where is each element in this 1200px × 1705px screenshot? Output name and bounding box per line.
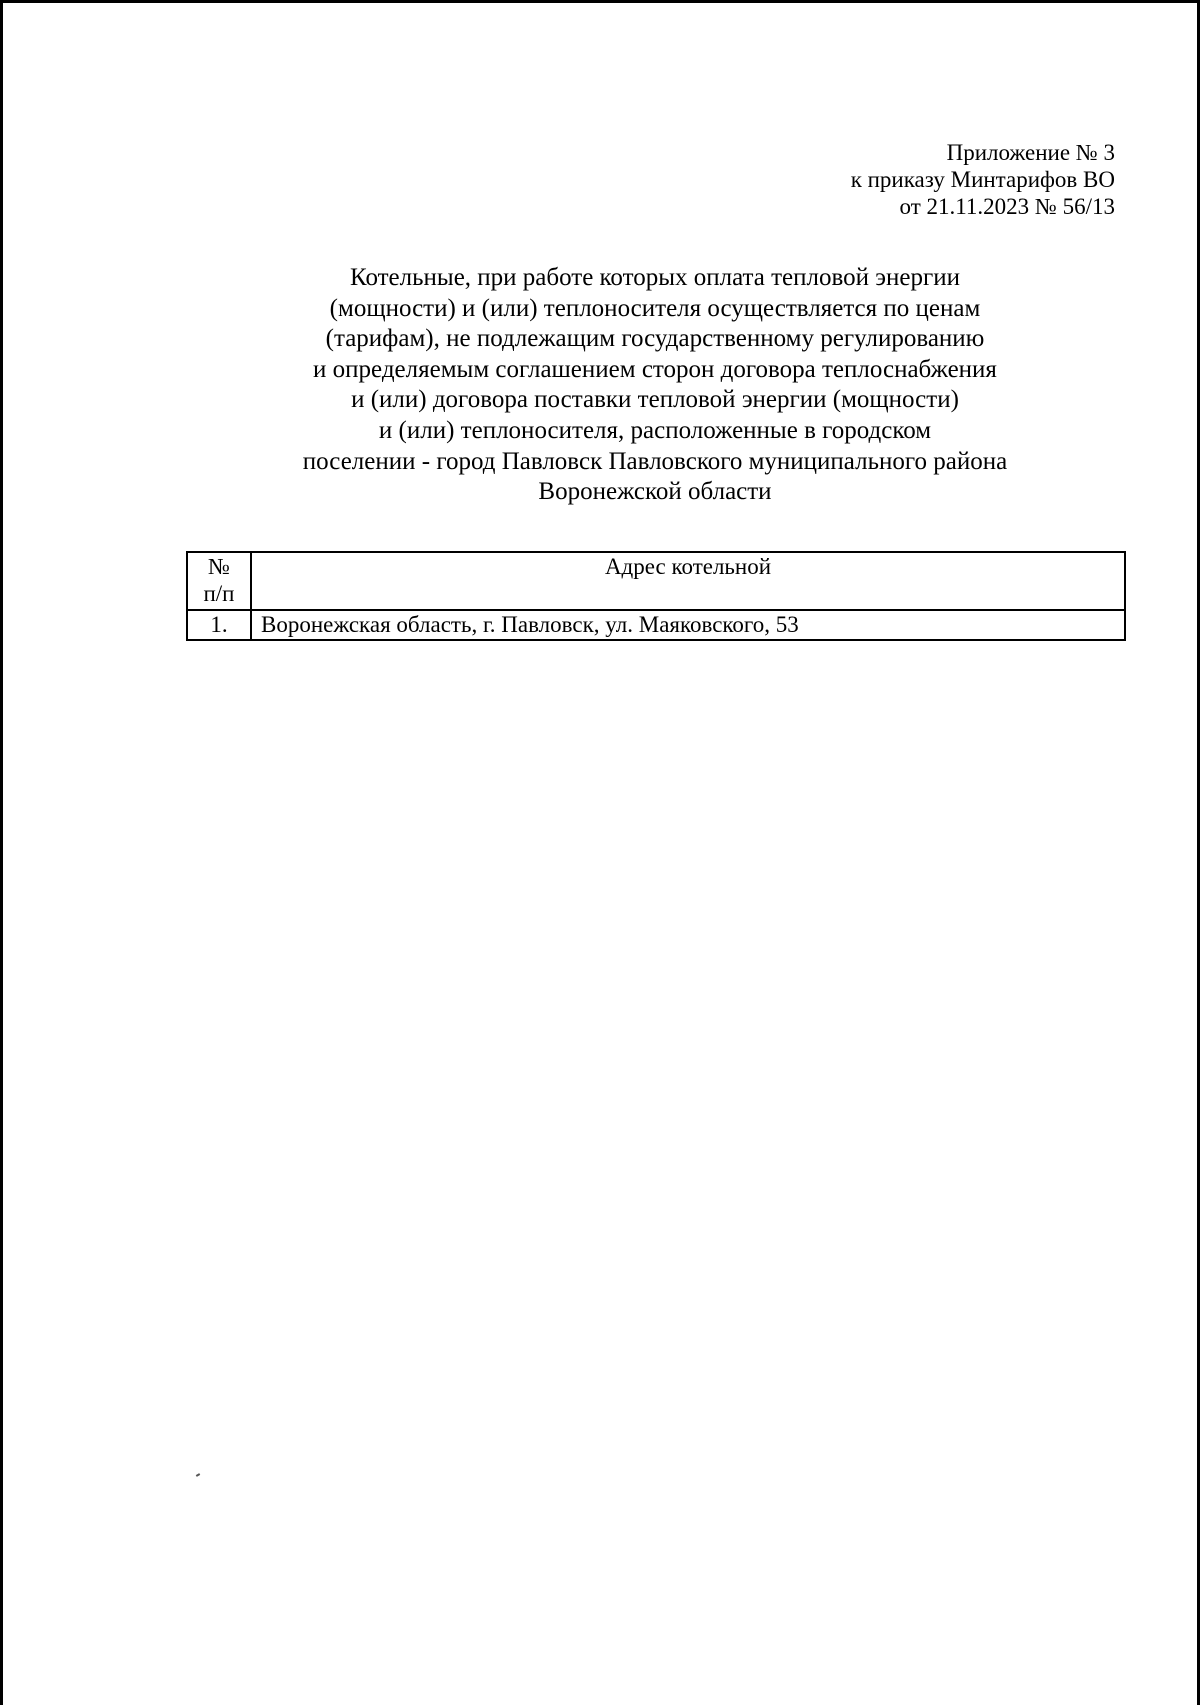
row-number-cell: 1. [187, 610, 251, 640]
title-line: поселении - город Павловск Павловского муниципального района [302, 447, 1008, 475]
title-line: Воронежской области [538, 478, 772, 506]
appendix-order-ref: к приказу Минтарифов ВО [850, 167, 1115, 192]
title-line: и (или) договора поставки тепловой энергии (мощности) [351, 386, 959, 414]
appendix-reference [851, 139, 1115, 220]
scan-speck [196, 1473, 200, 1477]
title-line: и (или) теплоносителя, расположенные в городском [378, 416, 932, 444]
table-header-row [187, 552, 1125, 610]
title-line: и определяемым соглашением сторон договора теплоснабжения [313, 355, 997, 383]
appendix-number: Приложение № 3 [946, 140, 1115, 165]
column-header-address: Адрес котельной [251, 552, 1125, 610]
column-header-number-line2: п/п [203, 581, 235, 606]
column-header-number [187, 552, 251, 610]
title-line: (тарифам), не подлежащим государственному регулированию [325, 325, 985, 353]
appendix-order-date: от 21.11.2023 № 56/13 [899, 194, 1115, 219]
title-line: (мощности) и (или) теплоносителя осуществляется по ценам [329, 294, 981, 322]
document-title [203, 263, 1107, 508]
column-header-number-line1: № [208, 554, 230, 579]
table-row [187, 610, 1125, 640]
boiler-houses-table [186, 551, 1126, 641]
row-address-cell: Воронежская область, г. Павловск, ул. Маяковского, 53 [251, 610, 1125, 640]
title-line: Котельные, при работе которых оплата тепловой энергии [350, 264, 960, 291]
